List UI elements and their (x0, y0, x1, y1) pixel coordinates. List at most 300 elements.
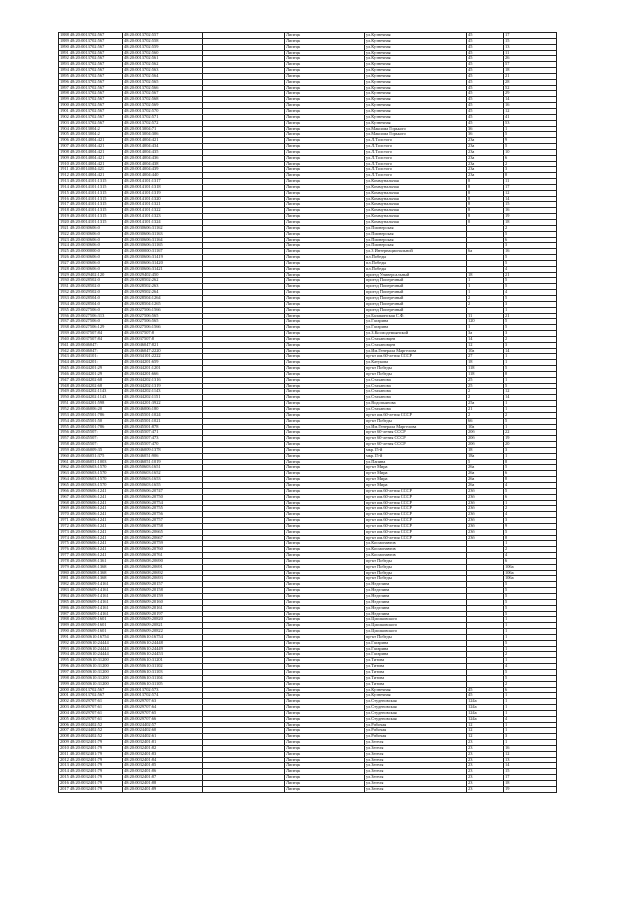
cell-apartment: 28 (504, 79, 557, 85)
cell-house: 1 (467, 278, 504, 284)
cell-street: проезд Поперечный (365, 284, 467, 290)
cell-object-cadastral-number: 48:20:0045501:1024 (123, 412, 203, 418)
cell-object-cadastral-number: 48:20:0032401:87 (123, 775, 203, 781)
cell-parent-cadastral-number: 2016 48:20:0032401:79 (59, 781, 123, 787)
cell-street: пл.Победы (365, 266, 467, 272)
cell-house: 12 (467, 342, 504, 348)
cell-object-cadastral-number: 48:20:0014101:1319 (123, 190, 203, 196)
cell-object-cadastral-number: 48:20:0030606:31420 (123, 260, 203, 266)
cell-apartment: 19 (504, 214, 557, 220)
cell-parent-cadastral-number: 2004 48:20:0029707:61 (59, 710, 123, 716)
cell-street: ул.Студеновская (365, 716, 467, 722)
register-sheet (58, 32, 556, 793)
cell-city: Липецк (285, 144, 365, 150)
cell-house: 23а (467, 173, 504, 179)
cell-object-cadastral-number: 48:20:0000000:31167 (123, 249, 203, 255)
cell-object-cadastral-number: 48:20:0050603:1652 (123, 471, 203, 477)
cell-street: ул.Кузнечная (365, 68, 467, 74)
cell-apartment: 4 (504, 664, 557, 670)
cell-object-cadastral-number: 48:20:0014101:1320 (123, 196, 203, 202)
cell-parent-cadastral-number: 1922 48:20:0030606:0 (59, 231, 123, 237)
cell-object-cadastral-number: 48:20:0050606:20754 (123, 500, 203, 506)
cell-house: 11 (467, 313, 504, 319)
cell-city: Липецк (285, 611, 365, 617)
cell-parent-cadastral-number: 1959 48:20:0046009:35 (59, 447, 123, 453)
cell-apartment: 5 (504, 675, 557, 681)
cell-house: 45 (467, 120, 504, 126)
cell-street: ул.Коммунальная (365, 190, 467, 196)
cell-apartment: 2 (504, 652, 557, 658)
cell-parent-cadastral-number: 1888 48:20:0013702:567 (59, 33, 123, 39)
cell-house: 45 (467, 38, 504, 44)
cell-city: Липецк (285, 313, 365, 319)
cell-object-cadastral-number: 48:20:0027506:565 (123, 319, 203, 325)
cell-parent-cadastral-number: 2001 48:20:0013702:567 (59, 693, 123, 699)
cell-parent-cadastral-number: 1909 48:20:0014004:421 (59, 155, 123, 161)
cell-object-cadastral-number: 48:20:0050609:20820 (123, 617, 203, 623)
cell-city: Липецк (285, 284, 365, 290)
cell-street: ул.Кузнечная (365, 693, 467, 699)
cell-city: Липецк (285, 50, 365, 56)
cell-apartment: 9 (504, 523, 557, 529)
cell-house: 23 (467, 740, 504, 746)
cell-street: пр-кт 60-летия СССР (365, 436, 467, 442)
cell-object-cadastral-number: 48:20:0029707:64 (123, 705, 203, 711)
cell-object-cadastral-number: 48:20:0050609:20197 (123, 611, 203, 617)
cell-parent-cadastral-number: 2015 48:20:0032401:79 (59, 775, 123, 781)
cell-street: пр-кт им.60-летия СССР (365, 354, 467, 360)
cell-parent-cadastral-number: 1976 48:20:0050606:1241 (59, 547, 123, 553)
cell-object-cadastral-number: 48:20:0050608:20692 (123, 570, 203, 576)
cell-street: пр-кт 60-летия СССР (365, 442, 467, 448)
cell-apartment: 15 (504, 38, 557, 44)
cell-house: 18 (467, 272, 504, 278)
cell-street: ул.Пионерская (365, 231, 467, 237)
cell-parent-cadastral-number: 1960 48:20:0046051:375 (59, 453, 123, 459)
cell-street: ул.Космонавтов (365, 541, 467, 547)
cell-apartment: 2 (504, 336, 557, 342)
cell-parent-cadastral-number: 1957 48:20:0045507: (59, 436, 123, 442)
cell-apartment: 6 (504, 558, 557, 564)
cell-house: 23б (467, 518, 504, 524)
cell-street: ул.Коммунальная (365, 184, 467, 190)
cell-city: Липецк (285, 161, 365, 167)
cell-street: пр-кт им.60-летия СССР (365, 512, 467, 518)
cell-street: ул.Им.Генерала Маргелова (365, 348, 467, 354)
cell-house: 45 (467, 97, 504, 103)
cell-city: Липецк (285, 79, 365, 85)
cell-object-cadastral-number: 48:20:0050610:24448 (123, 640, 203, 646)
cell-street: ул.Кузнечная (365, 33, 467, 39)
cell-parent-cadastral-number: 1898 48:20:0013702:567 (59, 91, 123, 97)
cell-apartment: 5 (504, 465, 557, 471)
cell-city: Липецк (285, 68, 365, 74)
cell-object-cadastral-number: 48:20:0050610:16754 (123, 634, 203, 640)
cell-house: 2 (467, 295, 504, 301)
cell-street: проезд Поперечный (365, 307, 467, 313)
cell-parent-cadastral-number: 1895 48:20:0013702:567 (59, 73, 123, 79)
cell-house: 21 (467, 407, 504, 413)
cell-house: 124а (467, 699, 504, 705)
cell-house: 1 (467, 284, 504, 290)
cell-city: Липецк (285, 62, 365, 68)
cell-object-cadastral-number: 48:20:0045501:878 (123, 424, 203, 430)
cell-house: 45 (467, 62, 504, 68)
cell-city: Липецк (285, 38, 365, 44)
cell-house: 23 (467, 786, 504, 792)
cell-city: Липецк (285, 705, 365, 711)
cell-parent-cadastral-number: 1973 48:20:0050606:1241 (59, 529, 123, 535)
cell-street: ул.Л.Толстого (365, 144, 467, 150)
cell-object-cadastral-number: 48:20:0050609:20821 (123, 623, 203, 629)
cell-apartment: 20 (504, 442, 557, 448)
cell-house: 25 (467, 383, 504, 389)
cell-street: ул.Стахановцев (365, 342, 467, 348)
cell-house: 36 (467, 126, 504, 132)
cell-city: Липецк (285, 202, 365, 208)
cell-object-cadastral-number: 48:20:0050603:1651 (123, 465, 203, 471)
cell-street: ул.Кузнечная (365, 687, 467, 693)
cell-street: проезд Поперечный (365, 290, 467, 296)
cell-parent-cadastral-number: 1954 48:20:0045501:50 (59, 418, 123, 424)
cell-object-cadastral-number: 48:20:0013702:561 (123, 56, 203, 62)
cell-object-cadastral-number: 48:20:0014101:1324 (123, 220, 203, 226)
cell-object-cadastral-number: 48:20:0044202:1316 (123, 377, 203, 383)
cell-object-cadastral-number: 48:20:0013702:559 (123, 44, 203, 50)
cell-object-cadastral-number: 48:20:0046047:821 (123, 342, 203, 348)
cell-street: пр-кт 60-летия СССР (365, 430, 467, 436)
cell-street: ул.Неделина (365, 594, 467, 600)
cell-apartment: 3 (504, 342, 557, 348)
cell-apartment: 1 (504, 629, 557, 635)
cell-apartment: 5 (504, 278, 557, 284)
cell-house: 118 (467, 371, 504, 377)
cell-parent-cadastral-number: 1966 48:20:0050606:1241 (59, 488, 123, 494)
cell-apartment: 2 (504, 161, 557, 167)
cell-house: 23б (467, 512, 504, 518)
cell-parent-cadastral-number: 1999 48:20:0050610:31200 (59, 681, 123, 687)
cell-city: Липецк (285, 295, 365, 301)
cell-parent-cadastral-number: 1952 48:20:0046006:20 (59, 407, 123, 413)
cell-object-cadastral-number: 48:20:0024402:61 (123, 734, 203, 740)
cell-street: пр-кт Победы (365, 570, 467, 576)
cell-apartment: 3 (504, 447, 557, 453)
cell-apartment: 18 (504, 68, 557, 74)
cell-city: Липецк (285, 255, 365, 261)
cell-apartment: 4 (504, 716, 557, 722)
cell-house: 6а (467, 249, 504, 255)
cell-parent-cadastral-number: 1948 48:20:0044202:68 (59, 383, 123, 389)
cell-apartment: 1 (504, 354, 557, 360)
cell-parent-cadastral-number: 1979 48:20:0050608:1368 (59, 564, 123, 570)
cell-apartment: 2 (504, 506, 557, 512)
table-row (59, 786, 557, 792)
cell-street: мкр.15-й (365, 447, 467, 453)
cell-parent-cadastral-number: 2003 48:20:0029707:61 (59, 705, 123, 711)
cell-parent-cadastral-number: 1916 48:20:0014101:1315 (59, 196, 123, 202)
cell-apartment: 5 (504, 132, 557, 138)
cell-apartment: 14 (504, 97, 557, 103)
cell-object-cadastral-number: 48:20:0013702:565 (123, 79, 203, 85)
cell-object-cadastral-number: 48:20:0024402:57 (123, 722, 203, 728)
cell-street: ул.Гагарина (365, 646, 467, 652)
cell-city: Липецк (285, 348, 365, 354)
cell-apartment: 1 (504, 722, 557, 728)
cell-apartment: 5 (504, 319, 557, 325)
cell-object-cadastral-number: 48:20:0050606:20665 (123, 529, 203, 535)
cell-object-cadastral-number: 48:20:0050603:1655 (123, 482, 203, 488)
cell-parent-cadastral-number: 1996 48:20:0050610:31200 (59, 664, 123, 670)
cell-street: пр-кт им.60-летия СССР (365, 494, 467, 500)
cell-apartment: 1 (504, 740, 557, 746)
cell-city: Липецк (285, 745, 365, 751)
cell-object-cadastral-number: 48:20:0013702:573 (123, 687, 203, 693)
cell-object-cadastral-number: 48:20:0050609:20822 (123, 629, 203, 635)
cell-house: 14 (467, 336, 504, 342)
cell-house: 5 (467, 459, 504, 465)
cell-street: ул.Кузнечная (365, 103, 467, 109)
cell-apartment: 4 (504, 553, 557, 559)
cell-object-cadastral-number: 48:20:0044201:1201 (123, 366, 203, 372)
cell-object-cadastral-number: 48:20:0050606:20667 (123, 535, 203, 541)
cell-object-cadastral-number: 48:20:0045507:470 (123, 442, 203, 448)
cell-object-cadastral-number: 48:20:0014101:1323 (123, 214, 203, 220)
cell-street: пр-кт Мира (365, 477, 467, 483)
cell-city: Липецк (285, 383, 365, 389)
cell-object-cadastral-number: 48:20:0050603:1653 (123, 477, 203, 483)
cell-house: 23а (467, 138, 504, 144)
cell-parent-cadastral-number: 1969 48:20:0050606:1241 (59, 506, 123, 512)
cell-parent-cadastral-number: 1985 48:20:0050609:14161 (59, 599, 123, 605)
cell-city: Липецк (285, 272, 365, 278)
cell-object-cadastral-number: 48:20:0032401:88 (123, 781, 203, 787)
cell-city: Липецк (285, 734, 365, 740)
cell-street: ул.Неделина (365, 599, 467, 605)
cell-object-cadastral-number: 48:20:0030606:31162 (123, 225, 203, 231)
cell-parent-cadastral-number: 1932 48:20:0029502:0 (59, 290, 123, 296)
cell-apartment: 1 (504, 453, 557, 459)
cell-street: пр-кт Победы (365, 558, 467, 564)
cell-house: 8 (467, 220, 504, 226)
cell-parent-cadastral-number: 1913 48:20:0014101:1315 (59, 179, 123, 185)
cell-apartment: 2 (504, 225, 557, 231)
cell-city: Липецк (285, 325, 365, 331)
cell-street: ул.З.Космодемьянской (365, 331, 467, 337)
cell-apartment: 19 (504, 436, 557, 442)
cell-street: ул.Космонавтов (365, 547, 467, 553)
cell-object-cadastral-number: 48:20:0029707:66 (123, 716, 203, 722)
cell-apartment: 5 (504, 295, 557, 301)
cell-house: 45 (467, 79, 504, 85)
cell-street: пл.Победы (365, 255, 467, 261)
cell-object-cadastral-number: 48:20:0044201:3922 (123, 401, 203, 407)
cell-apartment: 5 (504, 640, 557, 646)
cell-house: 20б (467, 430, 504, 436)
cell-street: ул.Циолковского (365, 623, 467, 629)
cell-apartment: 5 (504, 231, 557, 237)
cell-city: Липецк (285, 155, 365, 161)
cell-parent-cadastral-number: 1981 48:20:0050608:1368 (59, 576, 123, 582)
cell-object-cadastral-number: 48:20:0013702:572 (123, 120, 203, 126)
cell-house: 66 (467, 418, 504, 424)
cell-city: Липецк (285, 73, 365, 79)
cell-street: ул.Коммунальная (365, 202, 467, 208)
cell-parent-cadastral-number: 1921 48:20:0030606:0 (59, 225, 123, 231)
cell-object-cadastral-number: 48:20:0032401:83 (123, 751, 203, 757)
cell-parent-cadastral-number: 1956 48:20:0045507: (59, 430, 123, 436)
cell-parent-cadastral-number: 1915 48:20:0014101:1315 (59, 190, 123, 196)
cell-street: ул.Циолковского (365, 617, 467, 623)
cell-city: Липецк (285, 424, 365, 430)
cell-city: Липецк (285, 605, 365, 611)
cell-city: Липецк (285, 564, 365, 570)
cell-object-cadastral-number: 48:20:0013702:558 (123, 38, 203, 44)
cell-city: Липецк (285, 710, 365, 716)
cell-street: пр-кт им.60-летия СССР (365, 535, 467, 541)
cell-parent-cadastral-number: 1947 48:20:0044202:68 (59, 377, 123, 383)
cell-street: ул.Стахановцев (365, 336, 467, 342)
cell-house: 45 (467, 687, 504, 693)
cell-house: 23б (467, 488, 504, 494)
cell-street: ул.Стаханова (365, 383, 467, 389)
cell-parent-cadastral-number: 1923 48:20:0030606:0 (59, 237, 123, 243)
cell-object-cadastral-number: 48:20:0030606:31163 (123, 231, 203, 237)
cell-city: Липецк (285, 126, 365, 132)
cell-house: 23б (467, 535, 504, 541)
cell-apartment: 18 (504, 220, 557, 226)
cell-city: Липецк (285, 331, 365, 337)
cell-apartment: 4 (504, 290, 557, 296)
cell-city: Липецк (285, 430, 365, 436)
cell-parent-cadastral-number: 1953 48:20:0045501:786 (59, 412, 123, 418)
cell-street: ул.Титова (365, 675, 467, 681)
cell-street: ул.Л.Толстого (365, 167, 467, 173)
cell-city: Липецк (285, 120, 365, 126)
cell-object-cadastral-number: 48:20:0029707:65 (123, 710, 203, 716)
cell-apartment: 3 (504, 167, 557, 173)
cell-house: 45 (467, 73, 504, 79)
cell-parent-cadastral-number: 1941 48:20:0046047: (59, 342, 123, 348)
cell-street: ул.Коммунальная (365, 214, 467, 220)
cell-apartment: 2 (504, 412, 557, 418)
cell-object-cadastral-number: 48:20:0034101:2222 (123, 354, 203, 360)
cell-parent-cadastral-number: 2017 48:20:0032401:79 (59, 786, 123, 792)
cell-street: пр-кт Мира (365, 471, 467, 477)
cell-apartment: 5 (504, 605, 557, 611)
cell-apartment: 1 (504, 658, 557, 664)
cell-parent-cadastral-number: 1995 48:20:0050610:31200 (59, 658, 123, 664)
cell-parent-cadastral-number: 1903 48:20:0013702:567 (59, 120, 123, 126)
cell-house: 8 (467, 184, 504, 190)
cell-object-cadastral-number: 48:20:0013702:571 (123, 114, 203, 120)
cell-object-cadastral-number: 48:20:0030606:31164 (123, 237, 203, 243)
cell-object-cadastral-number: 48:20:0013702:574 (123, 693, 203, 699)
cell-parent-cadastral-number: 1902 48:20:0013702:567 (59, 114, 123, 120)
cell-street: ул.Космонавтов (365, 553, 467, 559)
cell-object-cadastral-number: 48:20:0050608:20691 (123, 564, 203, 570)
cell-object-cadastral-number: 48:20:0050606:20761 (123, 553, 203, 559)
cell-house: 27 (467, 354, 504, 360)
cell-city: Липецк (285, 278, 365, 284)
cell-house: 2 (467, 395, 504, 401)
cell-street: проезд Поперечный (365, 301, 467, 307)
cell-city: Липецк (285, 623, 365, 629)
cell-apartment: 5 (504, 669, 557, 675)
cell-street: мкр.15-й (365, 453, 467, 459)
cell-street: ул.Студеновская (365, 710, 467, 716)
cell-object-cadastral-number: 48:20:0024402:60 (123, 728, 203, 734)
cell-street: ул.Кузнечная (365, 38, 467, 44)
cell-object-cadastral-number: 48:20:0050610:31104 (123, 675, 203, 681)
cell-apartment: 1 (504, 634, 557, 640)
cell-city: Липецк (285, 740, 365, 746)
cell-apartment: 5 (504, 611, 557, 617)
cell-city: Липецк (285, 91, 365, 97)
cell-house: 25а (467, 401, 504, 407)
cell-apartment: 5 (504, 599, 557, 605)
cell-parent-cadastral-number: 1905 48:20:0013004:2 (59, 132, 123, 138)
cell-object-cadastral-number: 48:20:0050606:20760 (123, 547, 203, 553)
cell-object-cadastral-number: 48:20:0014004:436 (123, 155, 203, 161)
cell-parent-cadastral-number: 2014 48:20:0032401:79 (59, 769, 123, 775)
cell-apartment: 1 (504, 407, 557, 413)
cell-city: Липецк (285, 769, 365, 775)
cell-parent-cadastral-number: 1891 48:20:0013702:567 (59, 50, 123, 56)
cell-street: ул.Зегеля (365, 786, 467, 792)
cell-city: Липецк (285, 336, 365, 342)
cell-city: Липецк (285, 781, 365, 787)
cell-apartment: 5 (504, 325, 557, 331)
cell-parent-cadastral-number: 1997 48:20:0050610:31200 (59, 669, 123, 675)
cell-street: ул.Зегеля (365, 781, 467, 787)
cell-city: Липецк (285, 167, 365, 173)
cell-object-cadastral-number: 48:20:0050606:20759 (123, 541, 203, 547)
cell-parent-cadastral-number: 1970 48:20:0050606:1241 (59, 512, 123, 518)
cell-house: 23 (467, 781, 504, 787)
cell-city: Липецк (285, 687, 365, 693)
cell-city: Липецк (285, 594, 365, 600)
cell-city: Липецк (285, 699, 365, 705)
cell-parent-cadastral-number: 2009 48:20:0032401:79 (59, 740, 123, 746)
cell-street: пр-кт им.60-летия СССР (365, 500, 467, 506)
cell-object-cadastral-number: 48:20:0029402:450 (123, 272, 203, 278)
cell-apartment: 10 (504, 149, 557, 155)
cell-street: ул.Зегеля (365, 763, 467, 769)
cell-house: 1 (467, 325, 504, 331)
cell-parent-cadastral-number: 1934 48:20:0028504:0 (59, 301, 123, 307)
cell-apartment: 17 (504, 775, 557, 781)
cell-object-cadastral-number: 48:20:0013702:566 (123, 85, 203, 91)
cell-parent-cadastral-number: 1906 48:20:0014004:421 (59, 138, 123, 144)
cell-street: ул.Кузнечная (365, 97, 467, 103)
cell-street: ул.Зегеля (365, 745, 467, 751)
cell-apartment: 13 (504, 757, 557, 763)
cell-house: 45 (467, 44, 504, 50)
cell-parent-cadastral-number: 1924 48:20:0030606:0 (59, 243, 123, 249)
cell-apartment: 15 (504, 202, 557, 208)
cell-city: Липецк (285, 149, 365, 155)
cell-object-cadastral-number: 48:20:0032401:85 (123, 763, 203, 769)
cell-object-cadastral-number: 48:20:0029502:264 (123, 290, 203, 296)
cell-city: Липецк (285, 547, 365, 553)
cell-city: Липецк (285, 97, 365, 103)
cell-house: 23 (467, 757, 504, 763)
cell-street: ул.Водопьянова (365, 401, 467, 407)
cell-house: 23б (467, 500, 504, 506)
cell-house: 23б (467, 523, 504, 529)
cell-parent-cadastral-number: 1994 48:20:0050610:24444 (59, 652, 123, 658)
cell-object-cadastral-number: 48:20:0013004:306 (123, 132, 203, 138)
